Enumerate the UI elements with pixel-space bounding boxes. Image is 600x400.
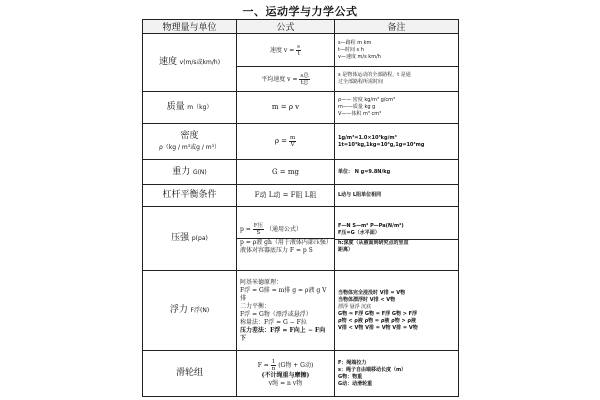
- speed-fraction: [296, 44, 301, 57]
- buoyancy-quantity: [143, 271, 237, 351]
- table-header-row: [143, 20, 459, 34]
- lever-formula: [237, 185, 335, 207]
- page-title: 一、运动学与力学公式: [242, 5, 358, 18]
- speed-notes: [335, 34, 459, 67]
- gravity-notes: 单位： N g=9.8N/kg: [335, 160, 459, 185]
- mass-formula: [237, 92, 335, 124]
- density-fraction-num: m: [289, 135, 296, 141]
- avg-speed-formula: [237, 67, 335, 92]
- pulley-formula-velocity: v绳 = n v物: [268, 380, 303, 387]
- pulley-name: 滑轮组: [175, 368, 203, 378]
- buoyancy-note-line: ρ物 < ρ液 ρ物 = ρ液 ρ物 > ρ液: [338, 317, 416, 324]
- pressure-note-line: h:深度（从液面到研究点的竖直: [338, 240, 409, 246]
- pressure-name: 压强: [171, 233, 190, 243]
- density-name: 密度: [180, 130, 199, 141]
- mass-note-line: ρ—— 密度 kg/m³ g/cm³: [338, 97, 396, 103]
- avg-speed-fraction-num: s总: [300, 72, 309, 79]
- pulley-quantity: [143, 351, 237, 397]
- mass-quantity: [143, 92, 237, 124]
- speed-note-line: v—速度 m/s km/h: [338, 53, 381, 60]
- table-row-mass: [143, 92, 459, 124]
- speed-fraction-den: t: [297, 50, 300, 57]
- pressure-formula-suffix: （通用公式）: [265, 225, 302, 233]
- speed-note-line: s—路程 m km: [338, 39, 372, 46]
- table-row-buoyancy: [143, 271, 459, 351]
- pressure-unit: p(pa): [191, 235, 208, 242]
- table-row-pressure: [143, 207, 459, 271]
- speed-formula: [237, 34, 335, 67]
- mass-note-line: V——体积 m³ cm³: [338, 111, 382, 117]
- pressure-formula-prefix: p =: [240, 225, 251, 233]
- pressure-fraction-num: F压: [253, 222, 264, 229]
- table-row-density: [143, 124, 459, 160]
- speed-note-line: t—时间 s h: [338, 46, 364, 53]
- avg-speed-formula-prefix: 平均速度 v =: [261, 75, 298, 83]
- gravity-formula: [237, 160, 335, 185]
- table-row-speed: [143, 34, 459, 67]
- pressure-note-line: 距离）: [338, 247, 354, 253]
- density-unit: ρ（kg / m³或g / m³）: [158, 143, 221, 151]
- mass-name: 质量: [166, 102, 185, 112]
- buoyancy-formula: [237, 271, 335, 351]
- speed-quantity: [143, 34, 237, 92]
- density-note-line: 1t=10³kg,1kg=10³g,1g=10³mg: [338, 141, 425, 148]
- pulley-formula-suffix: (G物 + G动): [278, 362, 314, 369]
- pulley-formula: [237, 351, 335, 397]
- mass-notes: [335, 92, 459, 124]
- header-notes: 备注: [335, 20, 459, 34]
- avg-speed-notes: [335, 67, 459, 92]
- lever-notes: L动与 L阻单位相同: [335, 185, 459, 207]
- buoyancy-note-line: 漂浮 悬浮 沉底: [338, 303, 372, 310]
- avg-speed-note-line: s 是物体运动的全部路程，t 是通: [338, 72, 411, 78]
- buoyancy-note-line: V排 < V物 V排 = V物 V排 = V物: [338, 324, 418, 331]
- gravity-name: 重力: [172, 166, 191, 177]
- buoyancy-formula-line: 压力差法：F浮 = F向上 − F向下: [240, 326, 326, 342]
- density-fraction: [289, 135, 296, 148]
- avg-speed-fraction: [299, 73, 309, 86]
- pulley-note-line: F：绳端拉力: [338, 359, 367, 366]
- pressure-formula-liquid: p = ρ液 gh（用于液体内部压强）: [240, 238, 332, 246]
- buoyancy-formula-line: 二力平衡：: [240, 302, 271, 310]
- table-row-gravity: [143, 160, 459, 185]
- density-formula-prefix: ρ =: [274, 137, 288, 145]
- density-fraction-den: V: [290, 142, 295, 148]
- pulley-fraction-den: n: [271, 366, 276, 372]
- gravity-formula-text: G = mg: [271, 167, 300, 176]
- buoyancy-note-line: G物 = F浮 G物 = F浮 G物 > F浮: [338, 310, 418, 317]
- pressure-note-line: F—N S—m² P—Pa(N/m²): [338, 223, 404, 229]
- buoyancy-name: 浮力: [169, 305, 188, 315]
- pulley-notes: [335, 351, 459, 397]
- speed-formula-prefix: 速度 v =: [270, 46, 295, 54]
- table-row-lever: [143, 185, 459, 207]
- buoyancy-formula-line: F浮 = G排 = m排 g = ρ液 g V排: [240, 286, 327, 302]
- formula-table: [142, 19, 459, 397]
- pulley-note-line: G动：动滑轮重: [338, 380, 373, 387]
- pressure-notes: [335, 207, 459, 271]
- pressure-formula-force: 液体对容器底压力 F = p S: [240, 246, 313, 254]
- mass-unit: m（kg）: [187, 104, 213, 111]
- pulley-fraction: [271, 359, 277, 372]
- header-quantity: 物理量与单位: [143, 20, 237, 34]
- lever-formula-text: F动 L动 = F阻 L阻: [254, 191, 317, 199]
- lever-quantity: [143, 185, 237, 207]
- pulley-formula-force: [240, 359, 331, 372]
- pressure-formula-general: [240, 223, 331, 236]
- pressure-note-line: F压=G（水平面）: [338, 230, 380, 236]
- pulley-note-line: s：绳子自由端移动长度（m）: [338, 366, 407, 373]
- table-row-pulley: [143, 351, 459, 397]
- avg-speed-note-line: 过全部路程所需时间: [338, 79, 384, 85]
- mass-formula-text: m = ρ v: [271, 103, 300, 111]
- density-notes: [335, 124, 459, 160]
- gravity-quantity: [143, 160, 237, 185]
- mass-note-line: m——质量 kg g: [338, 104, 376, 110]
- buoyancy-formula-line: F浮 = G物（漂浮或悬浮）: [240, 310, 312, 318]
- pulley-formula-condition: (不计绳重与摩擦): [261, 372, 310, 379]
- pressure-quantity: [143, 207, 237, 271]
- buoyancy-unit: F浮(N): [190, 307, 210, 314]
- buoyancy-notes: [335, 271, 459, 351]
- pressure-fraction-den: S: [256, 229, 261, 236]
- speed-name: 速度: [158, 57, 177, 67]
- speed-unit: v(m/s或km/h): [179, 59, 221, 66]
- pulley-fraction-num: 1: [271, 359, 276, 365]
- density-quantity: [143, 124, 237, 160]
- density-note-line: 1g/m³=1.0×10³kg/m³: [338, 134, 397, 141]
- pressure-fraction: [253, 223, 264, 236]
- buoyancy-note-line: 当物体漂浮时 V排 < V物: [338, 296, 396, 303]
- density-formula: [237, 124, 335, 160]
- pressure-formula: [237, 207, 335, 271]
- speed-fraction-num: s: [297, 43, 300, 50]
- buoyancy-formula-line: 称量法：F浮 = G − F拉: [240, 318, 307, 326]
- avg-speed-fraction-den: t总: [300, 79, 309, 86]
- gravity-unit: G(N): [192, 168, 207, 176]
- buoyancy-note-line: 当物体完全浸没时 V排 = V物: [338, 289, 406, 296]
- lever-name: 杠杆平衡条件: [162, 190, 217, 200]
- pulley-formula-prefix: F =: [257, 362, 269, 369]
- pulley-note-line: G物：物重: [338, 373, 363, 380]
- buoyancy-formula-line: 阿基米德原理：: [240, 278, 283, 286]
- header-formula: 公式: [237, 20, 335, 34]
